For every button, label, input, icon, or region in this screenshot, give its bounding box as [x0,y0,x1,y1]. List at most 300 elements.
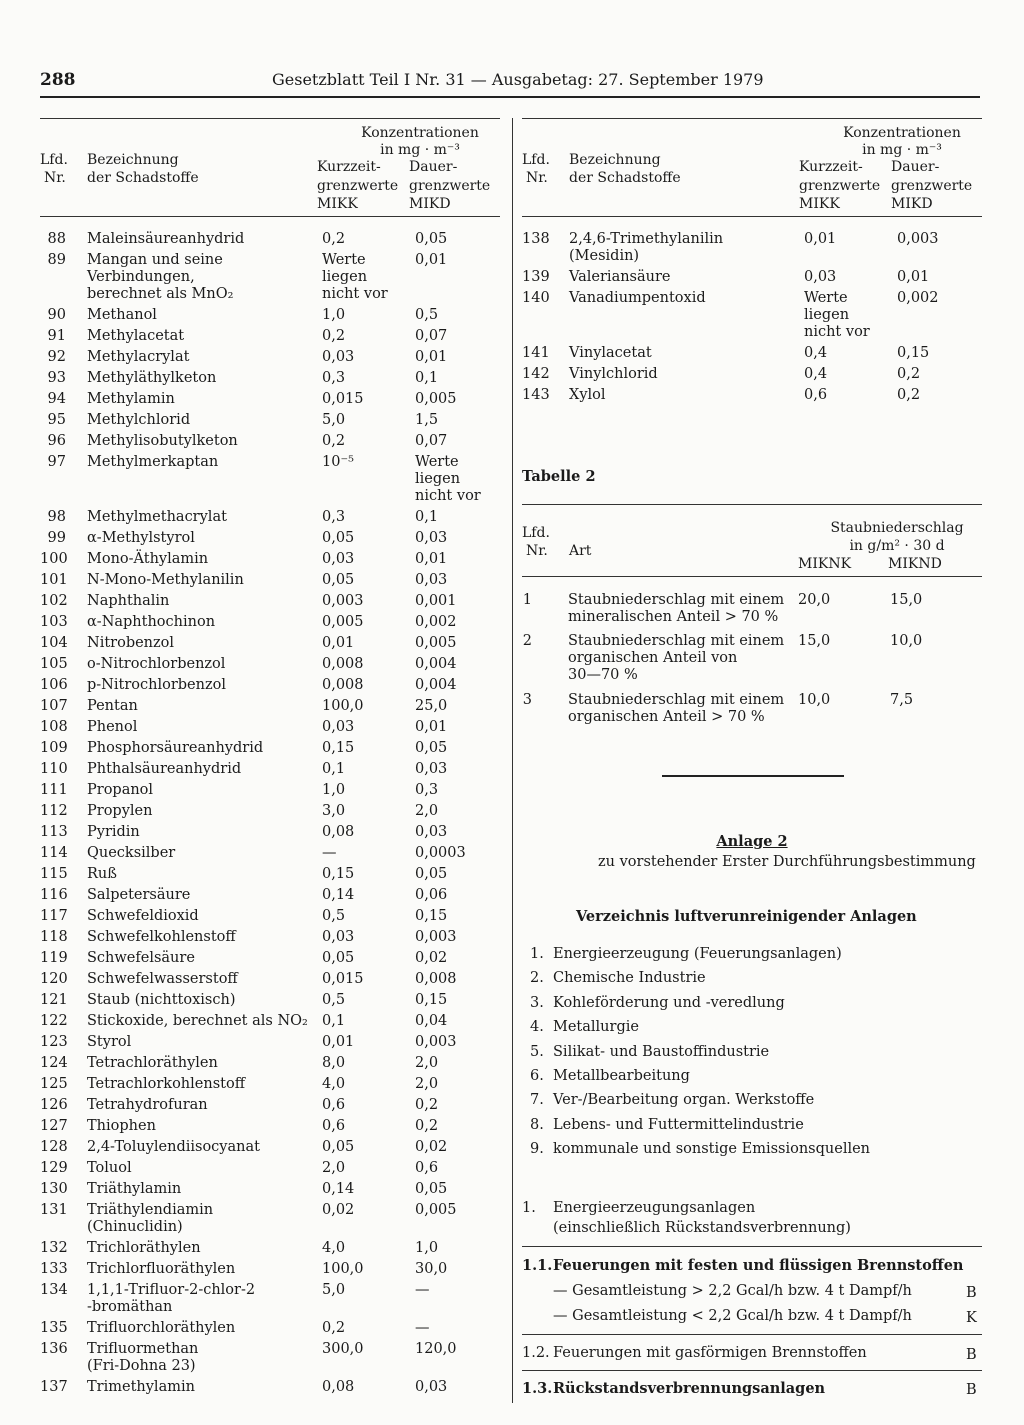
anlage-list-item: Metallbearbeitung [553,1068,690,1084]
anlage-list-number: 1. [530,946,544,962]
col-nr: Nr. [44,170,66,186]
t2-col-staub: Staubniederschlag [830,520,964,536]
row-number: 105 [40,656,68,672]
substance-name: Mangan und seine Verbindungen, berechnet als MnO₂ [87,252,234,302]
s1-subtitle: (einschließlich Rückstandsverbrennung) [553,1220,851,1236]
column-divider [512,118,513,1403]
s12-code: B [966,1347,977,1363]
substance-name: Trifluormethan (Fri-Dohna 23) [87,1341,199,1374]
col-dauer-2-right: grenzwerte [891,178,973,194]
substance-name: Thiophen [87,1118,156,1134]
s11-item-b: — Gesamtleistung < 2,2 Gcal/h bzw. 4 t Dampf/h [553,1308,912,1324]
value-mik-k: 0,14 [322,887,355,903]
row-number: 112 [40,803,68,819]
substance-name: Styrol [87,1034,132,1050]
anlage-list-number: 6. [530,1068,544,1084]
row-number: 102 [40,593,68,609]
row-number: 117 [40,908,68,924]
table-header-rule [40,216,500,217]
value-mik-d: 0,1 [415,509,439,525]
value-mik-d: — [415,1320,430,1336]
s11-title: Feuerungen mit festen und flüssigen Brennstoffen [553,1257,964,1274]
row-number: 120 [40,971,68,987]
col-bezeichnung-1: Bezeichnung [87,152,179,168]
s11-item-b-code: K [966,1310,977,1326]
row-number: 113 [40,824,68,840]
t2-value-nd: 7,5 [890,692,914,708]
t2-value-nd: 10,0 [890,633,923,649]
page-number: 288 [40,70,76,90]
substance-name: Xylol [569,387,606,403]
anlage-list-item: Energieerzeugung (Feuerungsanlagen) [553,946,842,962]
value-mik-d: 0,05 [415,1181,448,1197]
row-number: 124 [40,1055,68,1071]
tabelle2-header-rule [522,576,982,577]
value-mik-k: 0,03 [804,269,837,285]
value-mik-k: 0,003 [322,593,364,609]
row-number: 97 [47,454,66,470]
row-number: 119 [40,950,68,966]
value-mik-k: 8,0 [322,1055,346,1071]
value-mik-k: 100,0 [322,698,364,714]
value-mik-k: 0,005 [322,614,364,630]
row-number: 125 [40,1076,68,1092]
row-number: 133 [40,1261,68,1277]
value-mik-k: 0,3 [322,509,346,525]
s13-number: 1.3. [522,1380,553,1397]
col-lfd: Lfd. [40,152,68,168]
value-mik-k: 0,1 [322,1013,346,1029]
t2-row-art: Staubniederschlag mit einem organischen Anteil > 70 % [568,692,785,725]
value-mik-k: 0,6 [804,387,828,403]
value-mik-d: 0,1 [415,370,439,386]
anlage-list-number: 7. [530,1092,544,1109]
row-number: 116 [40,887,68,903]
table-top-rule-right [522,118,982,119]
value-mik-d: 120,0 [415,1341,457,1357]
value-mik-d: 0,15 [415,992,448,1008]
value-mik-k: 0,05 [322,530,355,546]
col-nr-right: Nr. [526,170,548,186]
anlage-list-item: Ver-/Bearbeitung organ. Werkstoffe [553,1092,815,1109]
value-mik-k: 0,03 [322,719,355,735]
substance-name: Tetrahydrofuran [87,1097,208,1113]
value-mik-k: 0,3 [322,370,346,386]
row-number: 127 [40,1118,68,1134]
value-mik-d: 0,3 [415,782,439,798]
anlage-list-item: Metallurgie [553,1019,639,1036]
substance-name: N-Mono-Methylanilin [87,572,244,588]
section-separator [662,775,844,777]
substance-name: Nitrobenzol [87,635,175,651]
row-number: 104 [40,635,68,651]
row-number: 92 [47,349,66,365]
anlage-subtitle: zu vorstehender Erster Durchführungsbestimmung [598,854,976,870]
col-kurz-2: grenzwerte [317,178,399,194]
row-number: 138 [522,231,550,247]
value-mik-d: 0,004 [415,677,457,693]
gazette-title: Gesetzblatt Teil I Nr. 31 — Ausgabetag: 27. September 1979 [272,70,764,89]
row-number: 96 [47,433,66,449]
t2-value-nk: 20,0 [798,592,831,608]
col-bezeichnung-2-right: der Schadstoffe [569,170,681,186]
value-mik-d: 2,0 [415,1076,439,1092]
value-mik-k: 100,0 [322,1261,364,1277]
value-mik-d: 2,0 [415,1055,439,1071]
substance-name: Methylacetat [87,328,185,344]
row-number: 131 [40,1202,68,1218]
substance-name: Methylacrylat [87,349,190,365]
value-mik-k: 0,6 [322,1097,346,1113]
anlage-list-number: 2. [530,970,544,987]
anlage-list-item: Silikat- und Baustoffindustrie [553,1043,770,1060]
value-mik-d: 0,01 [415,719,448,735]
row-number: 90 [47,307,66,323]
row-number: 109 [40,740,68,756]
t2-value-nk: 10,0 [798,692,831,708]
col-unit: in mg · m⁻³ [380,142,460,158]
substance-name: Methylamin [87,391,175,407]
col-dauer-3: MIKD [409,196,451,212]
anlage-title: Anlage 2 [716,833,788,850]
page-header [40,70,980,96]
substance-name: Triäthylendiamin (Chinuclidin) [87,1202,214,1235]
value-mik-k: 1,0 [322,782,346,798]
value-mik-d: 0,005 [415,1202,457,1218]
row-number: 137 [40,1379,68,1395]
value-mik-k: 0,01 [804,231,837,247]
value-mik-k: 0,08 [322,824,355,840]
row-number: 126 [40,1097,68,1113]
row-number: 114 [40,845,68,861]
value-mik-k: 0,03 [322,349,355,365]
row-number: 98 [47,509,66,525]
value-mik-k: 4,0 [322,1240,346,1256]
anlage-list-item: Chemische Industrie [553,970,706,987]
t2-col-art: Art [569,543,592,559]
substance-name: Methanol [87,307,157,323]
header-rule [40,96,980,98]
value-mik-k: 0,4 [804,345,828,361]
col-kurz-3-right: MIKK [799,196,840,212]
t2-value-nd: 15,0 [890,592,923,608]
value-mik-k: Werte liegen nicht vor [322,252,388,302]
row-number: 142 [522,366,550,382]
substance-name: Phthalsäureanhydrid [87,761,242,777]
value-mik-k: 0,05 [322,572,355,588]
tabelle2-top-rule [522,504,982,505]
value-mik-d: 0,01 [415,551,448,567]
substance-name: Salpetersäure [87,887,191,903]
value-mik-d: — [415,1282,430,1298]
row-number: 139 [522,269,550,285]
s12-rule [522,1370,982,1371]
value-mik-d: 0,15 [897,345,930,361]
s13-code: B [966,1382,977,1398]
value-mik-k: 0,01 [322,635,355,651]
row-number: 103 [40,614,68,630]
substance-name: Trichloräthylen [87,1240,201,1256]
value-mik-k: 0,4 [804,366,828,382]
s11-item-a-code: B [966,1285,977,1301]
value-mik-k: 10⁻⁵ [322,454,354,470]
t2-value-nk: 15,0 [798,633,831,649]
value-mik-d: 0,005 [415,635,457,651]
row-number: 95 [47,412,66,428]
table-top-rule [40,118,500,119]
substance-name: Schwefelkohlenstoff [87,929,236,945]
t2-col-nk: MIKNK [798,556,852,572]
col-kurz-2-right: grenzwerte [799,178,881,194]
row-number: 94 [47,391,66,407]
value-mik-k: 1,0 [322,307,346,323]
substance-name: Tetrachloräthylen [87,1055,218,1071]
value-mik-k: — [322,845,337,861]
value-mik-d: 25,0 [415,698,448,714]
row-number: 141 [522,345,550,361]
value-mik-k: 0,015 [322,971,364,987]
value-mik-d: 0,05 [415,740,448,756]
t2-col-unit: in g/m² · 30 d [849,538,945,554]
value-mik-d: 0,03 [415,572,448,588]
value-mik-k: 0,2 [322,231,346,247]
substance-name: Propanol [87,782,154,798]
value-mik-d: 0,05 [415,231,448,247]
substance-name: Pyridin [87,824,140,840]
t2-row-art: Staubniederschlag mit einem mineralischen Anteil > 70 % [568,592,785,625]
value-mik-k: Werte liegen nicht vor [804,290,870,340]
col-kurz-1-right: Kurzzeit- [799,159,863,175]
row-number: 89 [47,252,66,268]
value-mik-k: 3,0 [322,803,346,819]
s1-title: Energieerzeugungsanlagen [553,1200,756,1216]
t2-col-lfd: Lfd. [522,525,550,541]
col-konzentrationen: Konzentrationen [361,125,479,141]
col-kurz-3: MIKK [317,196,358,212]
row-number: 110 [40,761,68,777]
substance-name: Phosphorsäureanhydrid [87,740,264,756]
anlage-list-number: 5. [530,1043,544,1060]
value-mik-d: 0,005 [415,391,457,407]
value-mik-d: Werte liegen nicht vor [415,454,481,504]
row-number: 88 [47,231,66,247]
value-mik-d: 0,07 [415,328,448,344]
substance-name: Valeriansäure [569,269,671,285]
value-mik-k: 0,2 [322,433,346,449]
substance-name: Quecksilber [87,845,176,861]
substance-name: Tetrachlorkohlenstoff [87,1076,245,1092]
row-number: 132 [40,1240,68,1256]
substance-name: Stickoxide, berechnet als NO₂ [87,1013,308,1029]
col-dauer-3-right: MIKD [891,196,933,212]
col-bezeichnung-1-right: Bezeichnung [569,152,661,168]
value-mik-d: 0,03 [415,761,448,777]
substance-name: Methylisobutylketon [87,433,238,449]
substance-name: Ruß [87,866,117,882]
left-column [40,100,502,1400]
value-mik-d: 0,03 [415,1379,448,1395]
value-mik-d: 0,003 [415,929,457,945]
t2-row-number: 2 [522,633,532,649]
value-mik-d: 1,0 [415,1240,439,1256]
t2-row-number: 1 [522,592,532,608]
row-number: 128 [40,1139,68,1155]
row-number: 111 [40,782,68,798]
value-mik-k: 0,1 [322,761,346,777]
value-mik-k: 0,5 [322,908,346,924]
anlage-list-number: 8. [530,1116,544,1133]
anlage-heading: Verzeichnis luftverunreinigender Anlagen [576,908,917,925]
value-mik-k: 0,08 [322,1379,355,1395]
value-mik-k: 0,2 [322,328,346,344]
anlage-list-number: 3. [530,994,544,1011]
substance-name: 1,1,1-Trifluor-2-chlor-2 -bromäthan [87,1282,256,1315]
substance-name: Phenol [87,719,138,735]
substance-name: Schwefeldioxid [87,908,199,924]
value-mik-d: 0,01 [897,269,930,285]
s1-rule [522,1246,982,1247]
value-mik-d: 0,003 [415,1034,457,1050]
value-mik-d: 0,003 [897,231,939,247]
t2-col-nr: Nr. [526,543,548,559]
value-mik-k: 0,008 [322,677,364,693]
value-mik-k: 0,2 [322,1320,346,1336]
value-mik-d: 0,01 [415,252,448,268]
value-mik-k: 0,15 [322,740,355,756]
substance-name: Mono-Äthylamin [87,551,209,567]
value-mik-d: 0,02 [415,950,448,966]
value-mik-k: 300,0 [322,1341,364,1357]
s11-rule [522,1334,982,1335]
substance-name: Trifluorchloräthylen [87,1320,236,1336]
value-mik-d: 0,2 [897,387,921,403]
row-number: 143 [522,387,550,403]
value-mik-d: 0,02 [415,1139,448,1155]
value-mik-d: 0,01 [415,349,448,365]
row-number: 100 [40,551,68,567]
substance-name: Staub (nichttoxisch) [87,992,236,1008]
anlage-list-item: kommunale und sonstige Emissionsquellen [553,1141,871,1158]
value-mik-k: 0,6 [322,1118,346,1134]
value-mik-d: 0,05 [415,866,448,882]
value-mik-d: 1,5 [415,412,439,428]
t2-row-art: Staubniederschlag mit einem organischen Anteil von 30—70 % [568,633,785,683]
s12-title: Feuerungen mit gasförmigen Brennstoffen [553,1345,867,1361]
substance-name: Methyläthylketon [87,370,217,386]
row-number: 115 [40,866,68,882]
value-mik-d: 0,002 [897,290,939,306]
anlage-list-number: 9. [530,1141,544,1158]
right-column [522,100,984,1400]
substance-name: Vinylchlorid [569,366,658,382]
value-mik-d: 0,004 [415,656,457,672]
value-mik-k: 4,0 [322,1076,346,1092]
tabelle2-title: Tabelle 2 [522,468,596,485]
substance-name: o-Nitrochlorbenzol [87,656,226,672]
row-number: 130 [40,1181,68,1197]
col-unit-right: in mg · m⁻³ [862,142,942,158]
value-mik-k: 0,03 [322,929,355,945]
row-number: 108 [40,719,68,735]
col-dauer-2: grenzwerte [409,178,491,194]
s11-number: 1.1. [522,1257,553,1274]
value-mik-d: 0,03 [415,530,448,546]
value-mik-d: 0,06 [415,887,448,903]
row-number: 106 [40,677,68,693]
substance-name: 2,4-Toluylendiisocyanat [87,1139,260,1155]
value-mik-d: 2,0 [415,803,439,819]
substance-name: α-Methylstyrol [87,530,195,546]
substance-name: 2,4,6-Trimethylanilin (Mesidin) [569,231,724,264]
value-mik-d: 0,008 [415,971,457,987]
value-mik-d: 30,0 [415,1261,448,1277]
value-mik-d: 0,2 [897,366,921,382]
row-number: 99 [47,530,66,546]
value-mik-d: 0,6 [415,1160,439,1176]
value-mik-d: 0,002 [415,614,457,630]
substance-name: Vanadiumpentoxid [569,290,706,306]
t2-col-nd: MIKND [888,556,942,572]
substance-name: Maleinsäureanhydrid [87,231,245,247]
substance-name: p-Nitrochlorbenzol [87,677,226,693]
row-number: 121 [40,992,68,1008]
row-number: 93 [47,370,66,386]
value-mik-k: 0,15 [322,866,355,882]
row-number: 118 [40,929,68,945]
substance-name: Propylen [87,803,153,819]
value-mik-d: 0,5 [415,307,439,323]
value-mik-d: 0,2 [415,1118,439,1134]
col-lfd-right: Lfd. [522,152,550,168]
col-kurz-1: Kurzzeit- [317,159,381,175]
value-mik-d: 0,001 [415,593,457,609]
substance-name: Methylchlorid [87,412,191,428]
s1-number: 1. [522,1200,536,1216]
value-mik-k: 2,0 [322,1160,346,1176]
value-mik-k: 5,0 [322,1282,346,1298]
s13-title: Rückstandsverbrennungsanlagen [553,1380,826,1397]
row-number: 101 [40,572,68,588]
s12-number: 1.2. [522,1345,550,1361]
value-mik-k: 0,008 [322,656,364,672]
value-mik-k: 0,02 [322,1202,355,1218]
substance-name: Pentan [87,698,138,714]
value-mik-k: 0,01 [322,1034,355,1050]
value-mik-d: 0,2 [415,1097,439,1113]
col-konzentrationen-right: Konzentrationen [843,125,961,141]
value-mik-k: 5,0 [322,412,346,428]
t2-row-number: 3 [522,692,532,708]
row-number: 135 [40,1320,68,1336]
anlage-list-item: Kohleförderung und -veredlung [553,994,785,1011]
value-mik-k: 0,05 [322,1139,355,1155]
value-mik-k: 0,03 [322,551,355,567]
substance-name: Triäthylamin [87,1181,182,1197]
value-mik-d: 0,04 [415,1013,448,1029]
substance-name: Toluol [87,1160,132,1176]
anlage-list-number: 4. [530,1019,544,1036]
row-number: 91 [47,328,66,344]
col-bezeichnung-2: der Schadstoffe [87,170,199,186]
value-mik-k: 0,015 [322,391,364,407]
value-mik-d: 0,0003 [415,845,466,861]
row-number: 107 [40,698,68,714]
substance-name: Naphthalin [87,593,170,609]
anlage-list-item: Lebens- und Futtermittelindustrie [553,1116,804,1133]
row-number: 136 [40,1341,68,1357]
substance-name: α-Naphthochinon [87,614,216,630]
substance-name: Schwefelsäure [87,950,195,966]
